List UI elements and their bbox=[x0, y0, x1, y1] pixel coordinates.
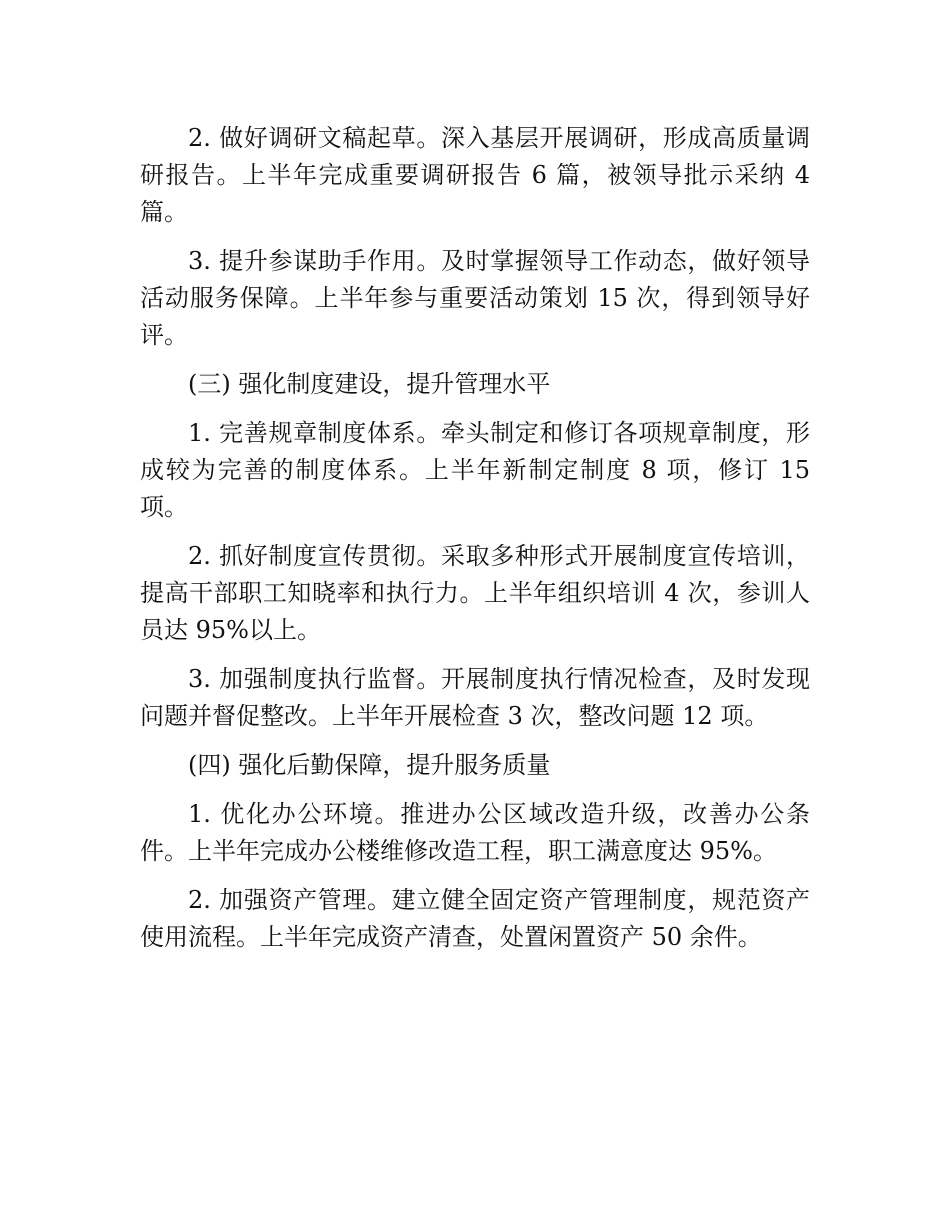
paragraph-rules-system: 1. 完善规章制度体系。牵头制定和修订各项规章制度，形成较为完善的制度体系。上半年新制定制度 8 项，修订 15 项。 bbox=[140, 419, 810, 521]
paragraph-research-drafting: 2. 做好调研文稿起草。深入基层开展调研，形成高质量调研报告。上半年完成重要调研报告 6 篇，被领导批示采纳 4 篇。 bbox=[140, 124, 810, 226]
paragraph-rules-promotion: 2. 抓好制度宣传贯彻。采取多种形式开展制度宣传培训，提高干部职工知晓率和执行力。上半年组织培训 4 次，参训人员达 95%以上。 bbox=[140, 542, 810, 644]
document-body bbox=[140, 120, 810, 968]
paragraph-office-environment: 1. 优化办公环境。推进办公区域改造升级，改善办公条件。上半年完成办公楼维修改造工程，职工满意度达 95%。 bbox=[140, 800, 810, 865]
paragraph-asset-management: 2. 加强资产管理。建立健全固定资产管理制度，规范资产使用流程。上半年完成资产清查，处置闲置资产 50 余件。 bbox=[140, 886, 810, 951]
paragraph-advisory-role: 3. 提升参谋助手作用。及时掌握领导工作动态，做好领导活动服务保障。上半年参与重要活动策划 15 次，得到领导好评。 bbox=[140, 247, 810, 349]
section-heading-three: (三) 强化制度建设，提升管理水平 bbox=[188, 370, 551, 398]
paragraph-rules-supervision: 3. 加强制度执行监督。开展制度执行情况检查，及时发现问题并督促整改。上半年开展检查 3 次，整改问题 12 项。 bbox=[140, 665, 810, 730]
section-heading-four: (四) 强化后勤保障，提升服务质量 bbox=[188, 751, 551, 779]
